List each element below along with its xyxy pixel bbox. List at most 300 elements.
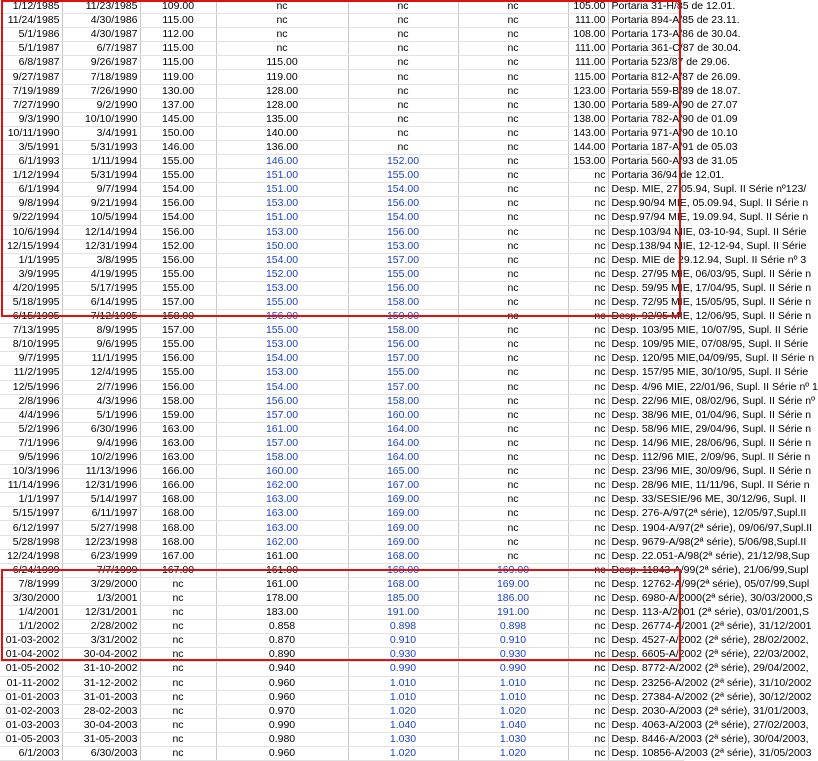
cell-end-date: 4/30/1987 — [62, 28, 140, 42]
cell-value-4: nc — [458, 140, 568, 154]
cell-value-1: 158.00 — [140, 310, 216, 324]
cell-value-4: 1.030 — [458, 732, 568, 746]
cell-value-2: nc — [216, 0, 348, 14]
cell-start-date: 1/1/2002 — [0, 620, 62, 634]
cell-value-3: 156.00 — [348, 197, 458, 211]
cell-value-5: nc — [568, 606, 608, 620]
cell-value-1: 115.00 — [140, 42, 216, 56]
cell-value-2: 146.00 — [216, 155, 348, 169]
cell-value-1: 159.00 — [140, 408, 216, 422]
cell-value-5: nc — [568, 239, 608, 253]
cell-value-4: nc — [458, 98, 568, 112]
cell-value-3: 164.00 — [348, 436, 458, 450]
cell-value-1: 155.00 — [140, 267, 216, 281]
cell-value-5: nc — [568, 253, 608, 267]
table-row — [0, 718, 684, 732]
cell-end-date: 12/31/1994 — [62, 239, 140, 253]
cell-value-3: nc — [348, 126, 458, 140]
cell-value-4: nc — [458, 310, 568, 324]
cell-value-3: 165.00 — [348, 465, 458, 479]
cell-value-2: 156.00 — [216, 394, 348, 408]
cell-value-2: 163.00 — [216, 507, 348, 521]
cell-end-date: 28-02-2003 — [62, 704, 140, 718]
cell-start-date: 9/5/1996 — [0, 451, 62, 465]
cell-value-5: nc — [568, 732, 608, 746]
cell-end-date: 12/23/1998 — [62, 535, 140, 549]
table-row — [0, 648, 684, 662]
cell-value-4: nc — [458, 56, 568, 70]
cell-value-3: 0.898 — [348, 620, 458, 634]
cell-value-1: nc — [140, 746, 216, 760]
cell-value-2: 0.960 — [216, 690, 348, 704]
cell-value-4: nc — [458, 394, 568, 408]
cell-value-2: nc — [216, 42, 348, 56]
cell-value-1: 155.00 — [140, 338, 216, 352]
cell-start-date: 6/1/2003 — [0, 746, 62, 760]
cell-value-1: 145.00 — [140, 112, 216, 126]
cell-value-1: 156.00 — [140, 225, 216, 239]
cell-value-2: nc — [216, 14, 348, 28]
cell-end-date: 31-05-2003 — [62, 732, 140, 746]
cell-value-4: nc — [458, 253, 568, 267]
cell-value-3: 0.910 — [348, 634, 458, 648]
cell-value-2: 119.00 — [216, 70, 348, 84]
cell-start-date: 5/18/1995 — [0, 295, 62, 309]
cell-legal-reference: Desp. 11843-A/99(2ª série), 21/06/99,Supl — [608, 563, 684, 577]
cell-value-1: 163.00 — [140, 451, 216, 465]
cell-value-5: nc — [568, 704, 608, 718]
cell-value-3: 155.00 — [348, 169, 458, 183]
cell-value-2: 154.00 — [216, 352, 348, 366]
cell-value-5: nc — [568, 648, 608, 662]
cell-value-3: 157.00 — [348, 380, 458, 394]
cell-start-date: 12/15/1994 — [0, 239, 62, 253]
cell-value-1: 155.00 — [140, 281, 216, 295]
cell-value-1: nc — [140, 648, 216, 662]
cell-end-date: 2/7/1996 — [62, 380, 140, 394]
cell-value-2: 162.00 — [216, 479, 348, 493]
cell-value-3: nc — [348, 0, 458, 14]
cell-legal-reference: Desp. 33/SESIE/96 ME, 30/12/96, Supl. II — [608, 493, 684, 507]
cell-legal-reference: Desp. 38/96 MIE, 01/04/96, Supl. II Série n — [608, 408, 684, 422]
cell-value-1: 167.00 — [140, 549, 216, 563]
cell-value-4: nc — [458, 549, 568, 563]
table-row — [0, 70, 684, 84]
cell-legal-reference: Desp.90/94 MIE, 05.09.94, Supl. II Série n — [608, 197, 684, 211]
cell-value-1: nc — [140, 591, 216, 605]
cell-value-5: nc — [568, 183, 608, 197]
cell-end-date: 6/14/1995 — [62, 295, 140, 309]
cell-value-4: nc — [458, 42, 568, 56]
table-row — [0, 140, 684, 154]
cell-value-4: nc — [458, 239, 568, 253]
cell-value-5: nc — [568, 169, 608, 183]
cell-end-date: 31-10-2002 — [62, 662, 140, 676]
cell-value-1: 152.00 — [140, 239, 216, 253]
cell-value-2: 158.00 — [216, 451, 348, 465]
table-row — [0, 507, 684, 521]
table-row — [0, 310, 684, 324]
cell-value-5: nc — [568, 436, 608, 450]
cell-end-date: 6/23/1999 — [62, 549, 140, 563]
cell-start-date: 5/2/1996 — [0, 422, 62, 436]
cell-value-3: nc — [348, 84, 458, 98]
cell-value-1: nc — [140, 606, 216, 620]
cell-value-2: 155.00 — [216, 324, 348, 338]
table-row — [0, 98, 684, 112]
cell-legal-reference: Desp. 22.051-A/98(2ª série), 21/12/98,Sup — [608, 549, 684, 563]
cell-legal-reference: Desp. 9679-A/98(2ª série), 5/06/98,Supl.II — [608, 535, 684, 549]
cell-legal-reference: Desp. MIE de 29.12.94, Supl. II Série nº 3 — [608, 253, 684, 267]
cell-legal-reference: Desp. MIE, 27.05.94, Supl. II Série nº123/ — [608, 183, 684, 197]
cell-end-date: 10/5/1994 — [62, 211, 140, 225]
cell-value-2: 157.00 — [216, 408, 348, 422]
cell-value-5: 105.00 — [568, 0, 608, 14]
table-row — [0, 451, 684, 465]
cell-start-date: 01-03-2003 — [0, 718, 62, 732]
cell-value-5: nc — [568, 690, 608, 704]
cell-value-3: nc — [348, 42, 458, 56]
cell-value-4: 1.010 — [458, 676, 568, 690]
table-row — [0, 577, 684, 591]
cell-value-1: 166.00 — [140, 479, 216, 493]
cell-value-2: 140.00 — [216, 126, 348, 140]
cell-value-5: nc — [568, 563, 608, 577]
cell-value-3: 1.020 — [348, 704, 458, 718]
cell-value-4: 169.00 — [458, 563, 568, 577]
cell-legal-reference: Portaria 560-A/93 de 31.05 — [608, 155, 684, 169]
cell-end-date: 5/1/1996 — [62, 408, 140, 422]
cell-start-date: 7/19/1989 — [0, 84, 62, 98]
cell-value-2: 0.858 — [216, 620, 348, 634]
cell-value-5: nc — [568, 338, 608, 352]
cell-start-date: 1/1/1997 — [0, 493, 62, 507]
cell-value-1: 157.00 — [140, 324, 216, 338]
cell-value-1: 109.00 — [140, 0, 216, 14]
cell-end-date: 4/19/1995 — [62, 267, 140, 281]
cell-value-1: nc — [140, 718, 216, 732]
cell-value-3: nc — [348, 70, 458, 84]
cell-start-date: 6/1/1993 — [0, 155, 62, 169]
cell-value-5: nc — [568, 310, 608, 324]
cell-value-1: 137.00 — [140, 98, 216, 112]
cell-legal-reference: Desp. 109/95 MIE, 07/08/95, Supl. II Série — [608, 338, 684, 352]
cell-start-date: 01-04-2002 — [0, 648, 62, 662]
cell-end-date: 6/30/1996 — [62, 422, 140, 436]
cell-value-1: nc — [140, 676, 216, 690]
cell-legal-reference: Desp. 4527-A/2002 (2ª série), 28/02/2002, — [608, 634, 684, 648]
cell-value-5: nc — [568, 549, 608, 563]
cell-value-4: 191.00 — [458, 606, 568, 620]
cell-value-2: 151.00 — [216, 169, 348, 183]
cell-value-4: nc — [458, 126, 568, 140]
cell-value-4: nc — [458, 366, 568, 380]
cell-end-date: 7/7/1999 — [62, 563, 140, 577]
cell-value-1: 168.00 — [140, 535, 216, 549]
cell-value-2: 136.00 — [216, 140, 348, 154]
cell-value-4: nc — [458, 521, 568, 535]
cell-value-2: 161.00 — [216, 549, 348, 563]
cell-value-4: nc — [458, 422, 568, 436]
cell-value-2: 153.00 — [216, 281, 348, 295]
cell-start-date: 4/20/1995 — [0, 281, 62, 295]
cell-value-3: 191.00 — [348, 606, 458, 620]
cell-value-1: nc — [140, 620, 216, 634]
cell-legal-reference: Desp. 59/95 MIE, 17/04/95, Supl. II Série n — [608, 281, 684, 295]
cell-legal-reference: Portaria 971-A/90 de 10.10 — [608, 126, 684, 140]
table-row — [0, 465, 684, 479]
cell-legal-reference: Portaria 559-B/89 de 18.07. — [608, 84, 684, 98]
cell-start-date: 12/24/1998 — [0, 549, 62, 563]
table-row — [0, 366, 684, 380]
cell-value-2: 0.960 — [216, 746, 348, 760]
cell-value-1: 155.00 — [140, 169, 216, 183]
cell-value-4: nc — [458, 183, 568, 197]
cell-legal-reference: Portaria 782-A/90 de 01.09 — [608, 112, 684, 126]
cell-legal-reference: Desp. 23/96 MIE, 30/09/96, Supl. II Série n — [608, 465, 684, 479]
cell-value-1: 156.00 — [140, 253, 216, 267]
cell-start-date: 3/30/2000 — [0, 591, 62, 605]
table-row — [0, 662, 684, 676]
cell-end-date: 12/31/2001 — [62, 606, 140, 620]
cell-value-5: 138.00 — [568, 112, 608, 126]
cell-start-date: 7/1/1996 — [0, 436, 62, 450]
cell-value-5: nc — [568, 225, 608, 239]
cell-value-1: 112.00 — [140, 28, 216, 42]
cell-end-date: 6/11/1997 — [62, 507, 140, 521]
cell-value-2: 128.00 — [216, 98, 348, 112]
table-row — [0, 394, 684, 408]
cell-value-3: 169.00 — [348, 493, 458, 507]
cell-value-3: 158.00 — [348, 295, 458, 309]
cell-start-date: 5/28/1998 — [0, 535, 62, 549]
cell-start-date: 01-03-2002 — [0, 634, 62, 648]
cell-value-5: nc — [568, 380, 608, 394]
cell-start-date: 01-02-2003 — [0, 704, 62, 718]
cell-legal-reference: Portaria 361-C/87 de 30.04. — [608, 42, 684, 56]
cell-legal-reference: Desp. 2030-A/2003 (2ª série), 31/01/2003, — [608, 704, 684, 718]
cell-end-date: 7/26/1990 — [62, 84, 140, 98]
cell-value-3: nc — [348, 98, 458, 112]
cell-end-date: 11/23/1985 — [62, 0, 140, 14]
cell-start-date: 7/27/1990 — [0, 98, 62, 112]
cell-value-3: 155.00 — [348, 366, 458, 380]
cell-value-1: 146.00 — [140, 140, 216, 154]
cell-value-1: 168.00 — [140, 493, 216, 507]
cell-value-3: 0.990 — [348, 662, 458, 676]
cell-legal-reference: Desp.97/94 MIE, 19.09.94, Supl. II Série n — [608, 211, 684, 225]
cell-value-2: 163.00 — [216, 493, 348, 507]
cell-value-1: nc — [140, 634, 216, 648]
table-row — [0, 338, 684, 352]
cell-end-date: 7/18/1989 — [62, 70, 140, 84]
table-row — [0, 84, 684, 98]
cell-start-date: 2/8/1996 — [0, 394, 62, 408]
cell-value-5: 108.00 — [568, 28, 608, 42]
table-row — [0, 267, 684, 281]
cell-value-2: 128.00 — [216, 84, 348, 98]
cell-value-1: 157.00 — [140, 295, 216, 309]
table-row — [0, 197, 684, 211]
cell-value-1: nc — [140, 577, 216, 591]
cell-start-date: 9/22/1994 — [0, 211, 62, 225]
cell-start-date: 6/8/1987 — [0, 56, 62, 70]
cell-value-4: nc — [458, 479, 568, 493]
cell-value-3: 155.00 — [348, 267, 458, 281]
cell-end-date: 31-01-2003 — [62, 690, 140, 704]
cell-value-4: 169.00 — [458, 577, 568, 591]
cell-value-1: 119.00 — [140, 70, 216, 84]
cell-end-date: 5/31/1993 — [62, 140, 140, 154]
cell-value-1: 115.00 — [140, 56, 216, 70]
cell-value-2: 178.00 — [216, 591, 348, 605]
cell-value-3: 156.00 — [348, 225, 458, 239]
cell-value-5: nc — [568, 422, 608, 436]
table-row — [0, 606, 684, 620]
cell-legal-reference: Desp. 157/95 MIE, 30/10/95, Supl. II Série — [608, 366, 684, 380]
cell-value-2: 0.980 — [216, 732, 348, 746]
cell-legal-reference: Desp. 27/95 MIE, 06/03/95, Supl. II Série n — [608, 267, 684, 281]
cell-end-date: 3/31/2002 — [62, 634, 140, 648]
cell-legal-reference: Portaria 812-A/87 de 26.09. — [608, 70, 684, 84]
table-row — [0, 253, 684, 267]
cell-start-date: 11/24/1985 — [0, 14, 62, 28]
cell-value-4: nc — [458, 112, 568, 126]
table-row — [0, 14, 684, 28]
cell-legal-reference: Desp. 103/95 MIE, 10/07/95, Supl. II Série — [608, 324, 684, 338]
cell-value-4: 0.898 — [458, 620, 568, 634]
cell-legal-reference: Portaria 173-A/86 de 30.04. — [608, 28, 684, 42]
cell-value-1: nc — [140, 732, 216, 746]
cell-end-date: 11/1/1995 — [62, 352, 140, 366]
cell-value-5: nc — [568, 465, 608, 479]
cell-start-date: 6/15/1995 — [0, 310, 62, 324]
cell-value-3: 154.00 — [348, 183, 458, 197]
cell-legal-reference: Portaria 894-A/85 de 23.11. — [608, 14, 684, 28]
cell-start-date: 10/6/1994 — [0, 225, 62, 239]
table-row — [0, 634, 684, 648]
table-row — [0, 239, 684, 253]
cell-start-date: 01-05-2003 — [0, 732, 62, 746]
table-row — [0, 281, 684, 295]
cell-end-date: 31-12-2002 — [62, 676, 140, 690]
cell-start-date: 01-05-2002 — [0, 662, 62, 676]
cell-start-date: 3/5/1991 — [0, 140, 62, 154]
cell-value-2: 151.00 — [216, 183, 348, 197]
cell-value-4: nc — [458, 465, 568, 479]
cell-value-5: nc — [568, 479, 608, 493]
cell-value-2: 151.00 — [216, 211, 348, 225]
cell-value-5: nc — [568, 662, 608, 676]
cell-end-date: 9/26/1987 — [62, 56, 140, 70]
table-row — [0, 42, 684, 56]
cell-value-3: 1.010 — [348, 676, 458, 690]
table-row — [0, 422, 684, 436]
cell-legal-reference: Desp. 22/96 MIE, 08/02/96, Supl. II Série nº — [608, 394, 684, 408]
cell-value-1: 168.00 — [140, 507, 216, 521]
cell-start-date: 10/3/1996 — [0, 465, 62, 479]
table-row — [0, 56, 684, 70]
cell-legal-reference: Portaria 523/87 de 29.06. — [608, 56, 684, 70]
cell-value-1: nc — [140, 690, 216, 704]
cell-start-date: 4/4/1996 — [0, 408, 62, 422]
cell-value-3: 1.020 — [348, 746, 458, 760]
cell-legal-reference: Desp. 113-A/2001 (2ª série), 03/01/2001,S — [608, 606, 684, 620]
table-row — [0, 690, 684, 704]
cell-end-date: 2/28/2002 — [62, 620, 140, 634]
cell-value-4: nc — [458, 14, 568, 28]
table-row — [0, 380, 684, 394]
cell-value-4: nc — [458, 169, 568, 183]
cell-legal-reference: Desp. 72/95 MIE, 15/05/95, Supl. II Série n — [608, 295, 684, 309]
cell-value-3: 152.00 — [348, 155, 458, 169]
cell-value-2: 0.870 — [216, 634, 348, 648]
cell-value-2: 154.00 — [216, 253, 348, 267]
cell-value-5: 130.00 — [568, 98, 608, 112]
cell-value-3: 0.930 — [348, 648, 458, 662]
cell-end-date: 4/30/1986 — [62, 14, 140, 28]
cell-end-date: 9/21/1994 — [62, 197, 140, 211]
cell-end-date: 5/31/1994 — [62, 169, 140, 183]
cell-end-date: 30-04-2002 — [62, 648, 140, 662]
cell-value-1: 156.00 — [140, 352, 216, 366]
cell-end-date: 6/30/2003 — [62, 746, 140, 760]
cell-start-date: 9/3/1990 — [0, 112, 62, 126]
cell-value-3: 167.00 — [348, 479, 458, 493]
cell-value-3: 164.00 — [348, 422, 458, 436]
cell-value-5: nc — [568, 634, 608, 648]
cell-legal-reference: Desp. 112/96 MIE, 2/09/96, Supl. II Série n — [608, 451, 684, 465]
cell-value-3: 158.00 — [348, 324, 458, 338]
cell-value-5: nc — [568, 620, 608, 634]
cell-value-3: 168.00 — [348, 577, 458, 591]
cell-end-date: 11/13/1996 — [62, 465, 140, 479]
cell-value-2: 0.890 — [216, 648, 348, 662]
cell-value-4: nc — [458, 84, 568, 98]
cell-legal-reference: Portaria 187-A/91 de 05.03 — [608, 140, 684, 154]
cell-legal-reference: Desp. 14/96 MIE, 28/06/96, Supl. II Série n — [608, 436, 684, 450]
cell-end-date: 3/4/1991 — [62, 126, 140, 140]
table-row — [0, 732, 684, 746]
cell-value-4: 1.010 — [458, 690, 568, 704]
cell-start-date: 6/24/1999 — [0, 563, 62, 577]
cell-legal-reference: Desp. 27384-A/2002 (2ª série), 30/12/2002 — [608, 690, 684, 704]
cell-end-date: 10/10/1990 — [62, 112, 140, 126]
table-row — [0, 620, 684, 634]
cell-value-2: 153.00 — [216, 338, 348, 352]
cell-value-4: nc — [458, 197, 568, 211]
cell-value-3: 185.00 — [348, 591, 458, 605]
cell-end-date: 5/14/1997 — [62, 493, 140, 507]
cell-value-4: nc — [458, 338, 568, 352]
cell-value-1: nc — [140, 704, 216, 718]
cell-start-date: 9/27/1987 — [0, 70, 62, 84]
cell-value-2: 162.00 — [216, 535, 348, 549]
cell-value-2: 154.00 — [216, 380, 348, 394]
cell-legal-reference: Desp. 92/95 MIE, 12/06/95, Supl. II Série n — [608, 310, 684, 324]
cell-start-date: 1/12/1994 — [0, 169, 62, 183]
cell-end-date: 12/4/1995 — [62, 366, 140, 380]
cell-value-2: 155.00 — [216, 295, 348, 309]
cell-value-5: nc — [568, 451, 608, 465]
table-row — [0, 676, 684, 690]
cell-legal-reference: Portaria 36/94 de 12.01. — [608, 169, 684, 183]
cell-value-5: nc — [568, 746, 608, 760]
cell-value-2: 115.00 — [216, 56, 348, 70]
table-row — [0, 0, 684, 14]
cell-start-date: 1/4/2001 — [0, 606, 62, 620]
cell-value-2: 152.00 — [216, 267, 348, 281]
